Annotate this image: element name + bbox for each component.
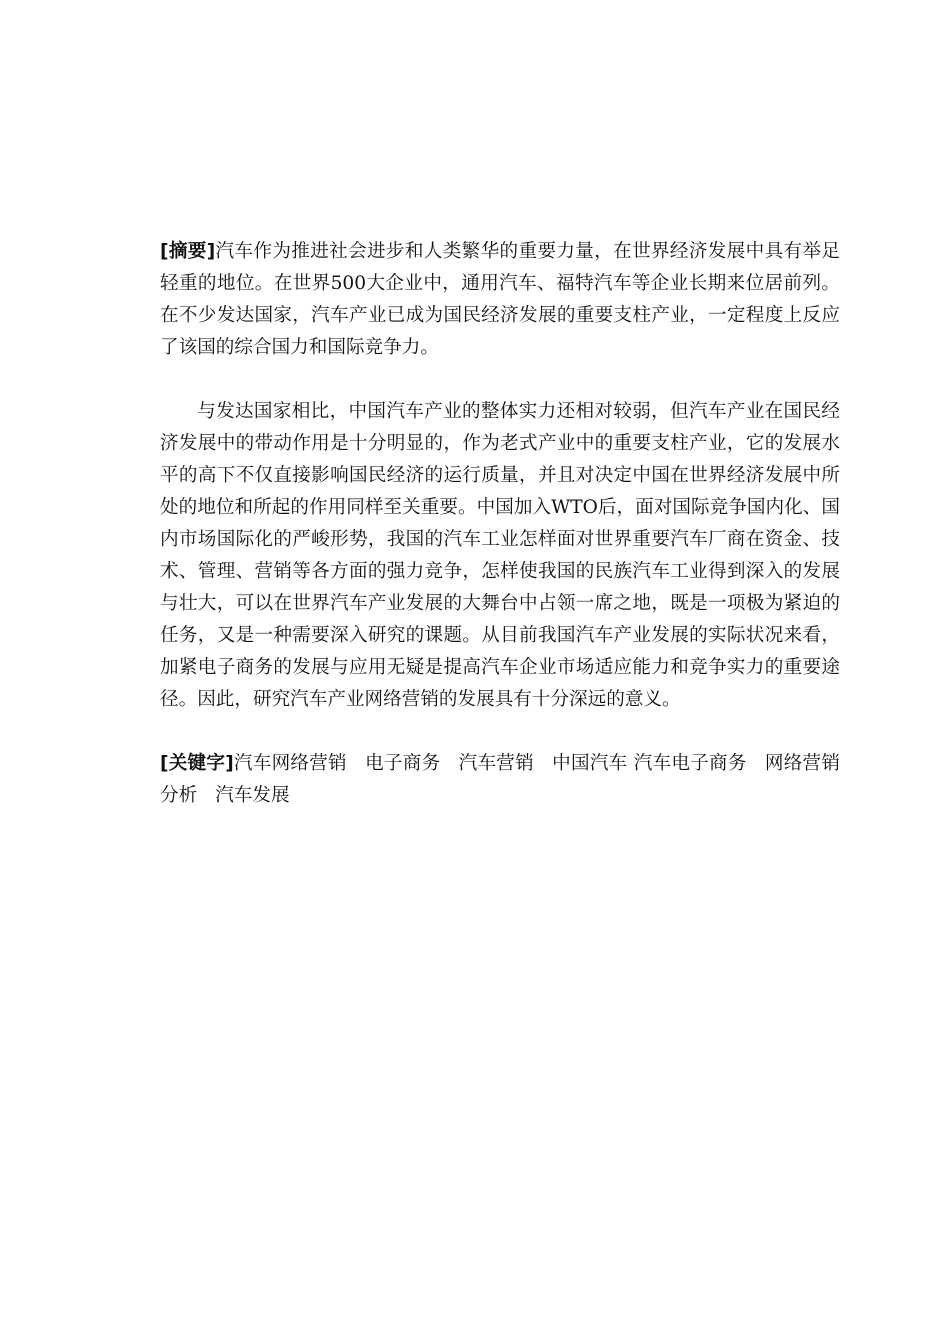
keyword-item: 电子商务 [364, 753, 441, 774]
keyword-item: 汽车营销 [458, 753, 534, 774]
keyword-item: 汽车网络营销 [233, 753, 347, 774]
body-paragraph [160, 396, 840, 716]
keyword-item: 网络营销分析 [160, 753, 840, 806]
body-text: 与发达国家相比，中国汽车产业的整体实力还相对较弱，但汽车产业在国民经济发展中的带动作用是十分明显的，作为老式产业中的重要支柱产业，它的发展水平的高下不仅直接影响国民经济的运行质量，并且对决定中国在世界经济发展中所处的地位和所起的作用同样至关重要。中国加入WTO后，面对国际竞争国内化、国内市场国际化的严峻形势，我国的汽车工业怎样面对世界重要汽车厂商在资金、技术、管理、营销等各方面的强力竞争，怎样使我国的民族汽车工业得到深入的发展与壮大，可以在世界汽车产业发展的大舞台中占领一席之地，既是一项极为紧迫的任务，又是一种需要深入研究的课题。从目前我国汽车产业发展的实际状况来看，加紧电子商务的发展与应用无疑是提高汽车企业市场适应能力和竞争实力的重要途径。因此，研究汽车产业网络营销的发展具有十分深远的意义。 [160, 401, 840, 710]
keywords-label: [关键字] [160, 753, 234, 774]
abstract-paragraph [160, 236, 840, 364]
keyword-item: 汽车发展 [215, 785, 290, 806]
keyword-item: 中国汽车 [551, 753, 628, 774]
keywords-paragraph [160, 748, 840, 812]
abstract-label: [摘要] [160, 241, 216, 262]
document-page [160, 236, 840, 812]
keyword-item: 汽车电子商务 [633, 753, 747, 774]
abstract-text: 汽车作为推进社会进步和人类繁华的重要力量，在世界经济发展中具有举足轻重的地位。在世界500大企业中，通用汽车、福特汽车等企业长期来位居前列。在不少发达国家，汽车产业已成为国民经济发展的重要支柱产业，一定程度上反应了该国的综合国力和国际竞争力。 [160, 241, 840, 358]
